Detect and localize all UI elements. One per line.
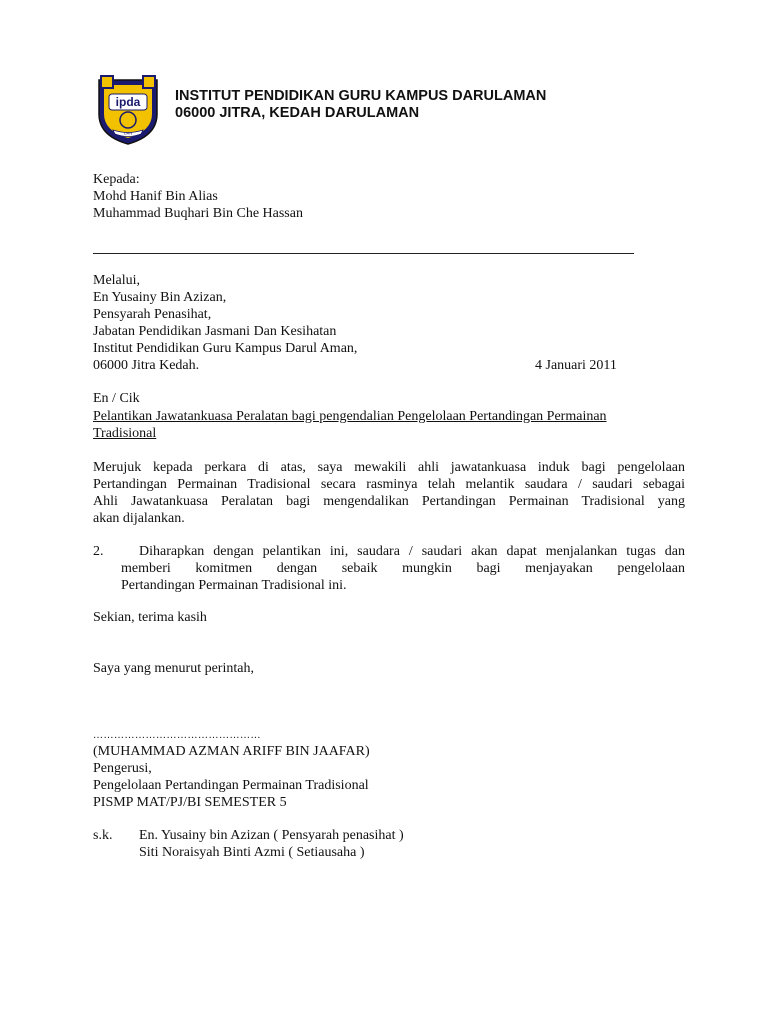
signatory-title: Pengerusi, xyxy=(93,761,152,776)
recipient-name: Mohd Hanif Bin Alias xyxy=(93,189,218,204)
logo-text: ipda xyxy=(115,95,141,109)
institution-logo xyxy=(93,74,163,146)
body-paragraph-line: Diharapkan dengan pelantikan ini, saudara / saudari akan dapat menjalankan tugas dan xyxy=(139,544,685,559)
via-line: Pensyarah Penasihat, xyxy=(93,307,212,322)
signatory-org: Pengelolaan Pertandingan Permainan Tradisional xyxy=(93,778,369,793)
recipient-name: Muhammad Buqhari Bin Che Hassan xyxy=(93,206,303,221)
recipient-label: Kepada: xyxy=(93,172,140,187)
institution-address: 06000 JITRA, KEDAH DARULAMAN xyxy=(175,105,420,121)
via-label: Melalui, xyxy=(93,273,141,288)
salutation: En / Cik xyxy=(93,391,140,406)
via-line: 06000 Jitra Kedah. xyxy=(93,358,200,373)
sign-off: Saya yang menurut perintah, xyxy=(93,661,254,676)
body-paragraph-line: Ahli Jawatankuasa Peralatan bagi mengendalikan Pertandingan Permainan Tradisional yang xyxy=(93,494,685,509)
signatory-program: PISMP MAT/PJ/BI SEMESTER 5 xyxy=(93,795,287,810)
paragraph-number: 2. xyxy=(93,544,104,559)
body-paragraph-line: Pertandingan Permainan Tradisional ini. xyxy=(121,578,347,593)
logo-ribbon-text: DAN xyxy=(123,130,133,136)
body-paragraph-line: Merujuk kepada perkara di atas, saya mewakili ahli jawatankuasa induk bagi pengelolaan xyxy=(93,460,685,475)
institution-name: INSTITUT PENDIDIKAN GURU KAMPUS DARULAMAN xyxy=(175,88,547,104)
via-line: En Yusainy Bin Azizan, xyxy=(93,290,227,305)
signature-line: ………………………………………… xyxy=(93,730,261,741)
via-line: Jabatan Pendidikan Jasmani Dan Kesihatan xyxy=(93,324,337,339)
letter-date: 4 Januari 2011 xyxy=(535,358,617,373)
subject-line: Tradisional xyxy=(93,426,157,441)
subject-line: Pelantikan Jawatankuasa Peralatan bagi pengendalian Pengelolaan Pertandingan Permainan xyxy=(93,409,607,424)
cc-entry: En. Yusainy bin Azizan ( Pensyarah penasihat ) xyxy=(139,828,404,843)
separator-line xyxy=(93,253,634,254)
body-paragraph-line: Pertandingan Permainan Tradisional secara rasminya telah melantik saudara / saudari sebagai xyxy=(93,477,685,492)
closing: Sekian, terima kasih xyxy=(93,610,207,625)
cc-label: s.k. xyxy=(93,828,113,843)
via-line: Institut Pendidikan Guru Kampus Darul Aman, xyxy=(93,341,358,356)
body-paragraph-line: akan dijalankan. xyxy=(93,511,185,526)
cc-entry: Siti Noraisyah Binti Azmi ( Setiausaha ) xyxy=(139,845,365,860)
body-paragraph-line: memberi komitmen dengan sebaik mungkin bagi menjayakan pengelolaan xyxy=(121,561,685,576)
signatory-name: (MUHAMMAD AZMAN ARIFF BIN JAAFAR) xyxy=(93,744,370,759)
